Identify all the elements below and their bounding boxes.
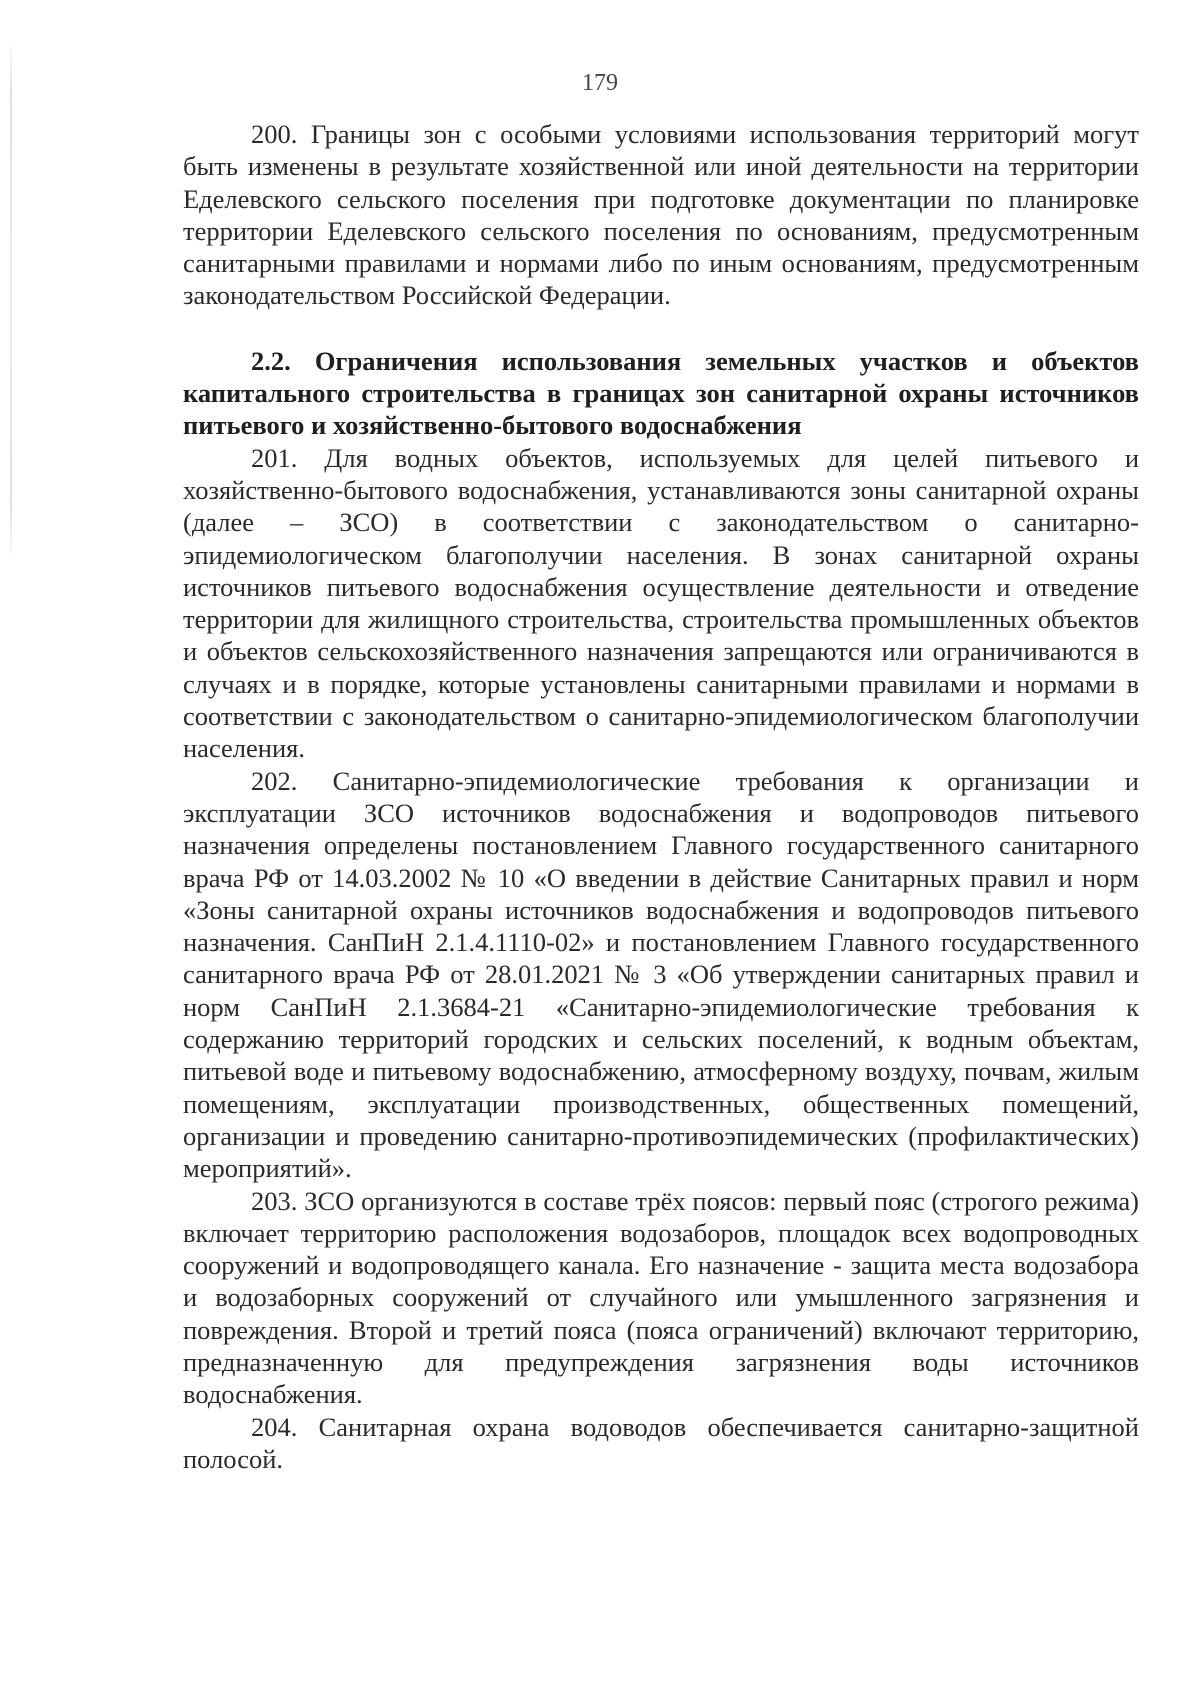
scan-edge-shadow — [10, 40, 12, 560]
paragraph-200: 200. Границы зон с особыми условиями использования территорий могут быть изменены в результате хозяйственной или иной деятельности на территории Еделевского сельского поселения при подготовке документации по планировке территории Еделевского сельского поселения по основаниям, предусмотренным санитарными правилами и нормами либо по иным основаниям, предусмотренным законодательством Российской Федерации. — [183, 119, 1139, 311]
paragraph-203: 203. ЗСО организуются в составе трёх поясов: первый пояс (строгого режима) включает территорию расположения водозаборов, площадок всех водопроводных сооружений и водопроводящего канала. Его назначение - защита места водозабора и водозаборных сооружений от случайного или умышленного загрязнения и повреждения. Второй и третий пояса (пояса ограничений) включают территорию, предназначенную для предупреждения загрязнения воды источников водоснабжения. — [183, 1185, 1139, 1410]
paragraph-201: 201. Для водных объектов, используемых для целей питьевого и хозяйственно-бытового водоснабжения, устанавливаются зоны санитарной охраны (далее – ЗСО) в соответствии с законодательством о санитарно-эпидемиологическом благополучии населения. В зонах санитарной охраны источников питьевого водоснабжения осуществление деятельности и отведение территории для жилищного строительства, строительства промышленных объектов и объектов сельскохозяйственного назначения запрещаются или ограничиваются в случаях и в порядке, которые установлены санитарными правилами и нормами в соответствии с законодательством о санитарно-эпидемиологическом благополучии населения. — [183, 442, 1139, 764]
paragraph-202: 202. Санитарно-эпидемиологические требования к организации и эксплуатации ЗСО источников водоснабжения и водопроводов питьевого назначения определены постановлением Главного государственного санитарного врача РФ от 14.03.2002 № 10 «О введении в действие Санитарных правил и норм «Зоны санитарной охраны источников водоснабжения и водопроводов питьевого назначения. СанПиН 2.1.4.1110-02» и постановлением Главного государственного санитарного врача РФ от 28.01.2021 № 3 «Об утверждении санитарных правил и норм СанПиН 2.1.3684-21 «Санитарно-эпидемиологические требования к содержанию территорий городских и сельских поселений, к водным объектам, питьевой воде и питьевому водоснабжению, атмосферному воздуху, почвам, жилым помещениям, эксплуатации производственных, общественных помещений, организации и проведению санитарно-противоэпидемических (профилактических) мероприятий». — [183, 765, 1139, 1184]
page-number: 179 — [582, 70, 618, 96]
document-body — [183, 118, 1139, 1475]
paragraph-204: 204. Санитарная охрана водоводов обеспечивается санитарно-защитной полосой. — [183, 1411, 1139, 1474]
section-heading: 2.2. Ограничения использования земельных участков и объектов капитального строительства в границах зон санитарной охраны источников питьевого и хозяйственно-бытового водоснабжения — [183, 345, 1139, 441]
